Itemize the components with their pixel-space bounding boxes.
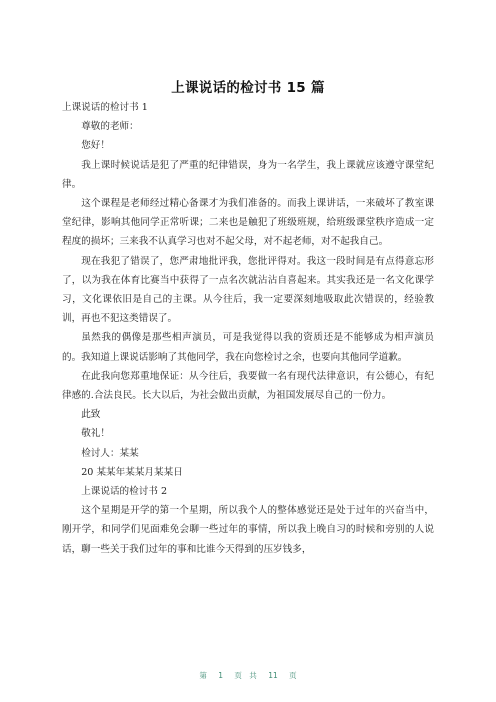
paragraph: 这个课程是老师经过精心备课才为我们准备的。而我上课讲话，一来破坏了教室课堂纪律，影响其他同学正常听课；二来也是触犯了班级班规，给班级课堂秩序造成一定程度的损坏；三来我不认真学习也对不起父母，对不起老师，对不起我自己。 xyxy=(62,198,434,248)
paragraph: 在此我向您郑重地保证：从今往后，我要做一名有现代法律意识，有公德心，有纪律感的.合法良民。长大以后，为社会做出贡献，为祖国发展尽自己的一份力。 xyxy=(62,370,434,402)
footer-total-pages: 11 xyxy=(268,671,278,680)
paragraph: 这个星期是开学的第一个星期，所以我个人的整体感觉还是处于过年的兴奋当中，刚开学，和同学们见面难免会聊一些过年的事情，所以我上晚自习的时候和旁别的人说话，聊一些关于我们过年的事和比谁今天得到的压岁钱多， xyxy=(62,505,434,555)
page-footer xyxy=(0,670,496,681)
date-line: 20 某某年某某月某某日 xyxy=(81,466,183,478)
section-heading-1: 上课说话的检讨书 1 xyxy=(62,102,148,113)
paragraph: 我上课时候说话是犯了严重的纪律错误，身为一名学生，我上课就应该遵守课堂纪律。 xyxy=(62,159,434,190)
footer-page-number: 1 xyxy=(218,671,224,680)
salutation: 尊敬的老师： xyxy=(81,121,139,133)
footer-prefix: 第 xyxy=(199,671,207,680)
closing-line: 此致 xyxy=(81,409,101,421)
signature: 检讨人：某某 xyxy=(81,447,139,459)
footer-suffix: 页 xyxy=(289,671,297,680)
document-title: 上课说话的检讨书 15 篇 xyxy=(171,80,325,96)
paragraph: 虽然我的偶像是那些相声演员，可是我觉得以我的资质还是不能够成为相声演员的。我知道上课说话影响了其他同学，我在向您检讨之余，也要向其他同学道歉。 xyxy=(62,332,434,363)
paragraph: 现在我犯了错误了，您严肃地批评我，您批评得对。我这一段时间是有点得意忘形了，以为我在体育比赛当中获得了一点名次就沾沾自喜起来。其实我还是一名文化课学习，文化课依旧是自己的主课。从今往后，我一定要深刻地吸取此次错误的，经验教训，再也不犯这类错误了。 xyxy=(62,255,434,325)
document-body xyxy=(62,98,434,559)
closing-salute: 敬礼！ xyxy=(81,428,110,440)
footer-middle: 页 共 xyxy=(234,671,257,680)
section-heading-2: 上课说话的检讨书 2 xyxy=(81,486,168,498)
greeting: 您好！ xyxy=(81,140,110,152)
